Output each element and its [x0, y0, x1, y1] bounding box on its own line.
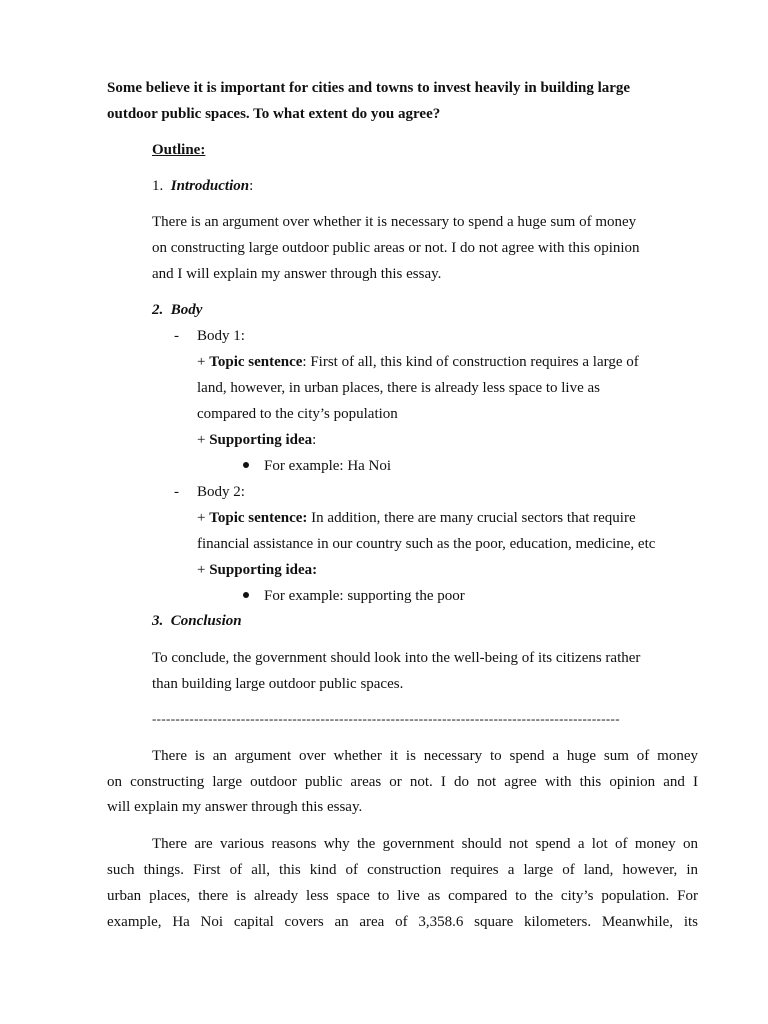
- essay-p1-line-3: will explain my answer through this essay.: [107, 799, 363, 815]
- body1-topic-line-2: land, however, in urban places, there is already less space to live as: [197, 380, 601, 396]
- conclusion-title: Conclusion: [170, 613, 242, 629]
- conclusion-text-line-2: than building large outdoor public spaces.: [152, 676, 404, 692]
- intro-text-line-1: There is an argument over whether it is necessary to spend a huge sum of money: [152, 214, 637, 230]
- body-number: 2.: [152, 302, 164, 318]
- body2-topic-text-1: In addition, there are many crucial sectors that require: [307, 510, 636, 526]
- essay-p1-line-1: There is an argument over whether it is necessary to spend a huge sum of money: [152, 748, 698, 764]
- body1-example: For example: Ha Noi: [264, 458, 392, 474]
- question-line-2: outdoor public spaces. To what extent do you agree?: [107, 106, 441, 122]
- body1-dash: -: [174, 328, 179, 344]
- body2-topic-label: Topic sentence:: [209, 510, 308, 526]
- bullet-icon: [243, 592, 249, 598]
- body1-topic-line-1: [197, 352, 639, 372]
- body1-support-label: Supporting idea: [209, 432, 313, 448]
- conclusion-text-line-1: To conclude, the government should look into the well-being of its citizens rather: [152, 650, 641, 666]
- body2-topic-line-2: financial assistance in our country such as the poor, education, medicine, etc: [197, 536, 656, 552]
- intro-text-line-3: and I will explain my answer through this essay.: [152, 266, 442, 282]
- body1-support: [197, 430, 316, 450]
- body1-topic-prefix: +: [197, 354, 210, 370]
- outline-heading: Outline:: [152, 142, 206, 158]
- conclusion-heading: [152, 611, 242, 631]
- body2-example: For example: supporting the poor: [264, 588, 465, 604]
- essay-p2-line-1: There are various reasons why the government should not spend a lot of money on: [152, 836, 698, 852]
- intro-text-line-2: on constructing large outdoor public areas or not. I do not agree with this opinion: [152, 240, 640, 256]
- body1-topic-text-1: : First of all, this kind of construction requires a large of: [302, 354, 639, 370]
- intro-colon: :: [249, 178, 254, 194]
- intro-title: Introduction: [170, 178, 250, 194]
- body1-label: Body 1:: [197, 328, 245, 344]
- essay-p2-line-2: such things. First of all, this kind of construction requires a large of land, however, in: [107, 862, 698, 878]
- body2-support: [197, 560, 317, 580]
- body2-topic-line-1: [197, 508, 636, 528]
- body1-support-prefix: +: [197, 432, 210, 448]
- body-heading: [152, 300, 202, 320]
- body2-topic-prefix: +: [197, 510, 210, 526]
- essay-p2-line-4: example, Ha Noi capital covers an area of 3,358.6 square kilometers. Meanwhile, its: [107, 914, 698, 930]
- body1-support-colon: :: [312, 432, 317, 448]
- essay-p1-line-2: on constructing large outdoor public areas or not. I do not agree with this opinion and I: [107, 774, 698, 790]
- body1-topic-line-3: compared to the city’s population: [197, 406, 398, 422]
- essay-p2-line-3: urban places, there is already less space to live as compared to the city’s population. For: [107, 888, 698, 904]
- divider: ----------------------------------------------------------------------------------------------------: [152, 711, 620, 726]
- intro-number: 1.: [152, 178, 164, 194]
- body2-support-prefix: +: [197, 562, 210, 578]
- intro-heading: [152, 176, 253, 196]
- conclusion-number: 3.: [152, 613, 164, 629]
- body1-topic-label: Topic sentence: [209, 354, 303, 370]
- question-line-1: Some believe it is important for cities and towns to invest heavily in building large: [107, 80, 631, 96]
- body2-label: Body 2:: [197, 484, 245, 500]
- body2-dash: -: [174, 484, 179, 500]
- body-title: Body: [170, 302, 203, 318]
- bullet-icon: [243, 462, 249, 468]
- body2-support-label: Supporting idea:: [209, 562, 318, 578]
